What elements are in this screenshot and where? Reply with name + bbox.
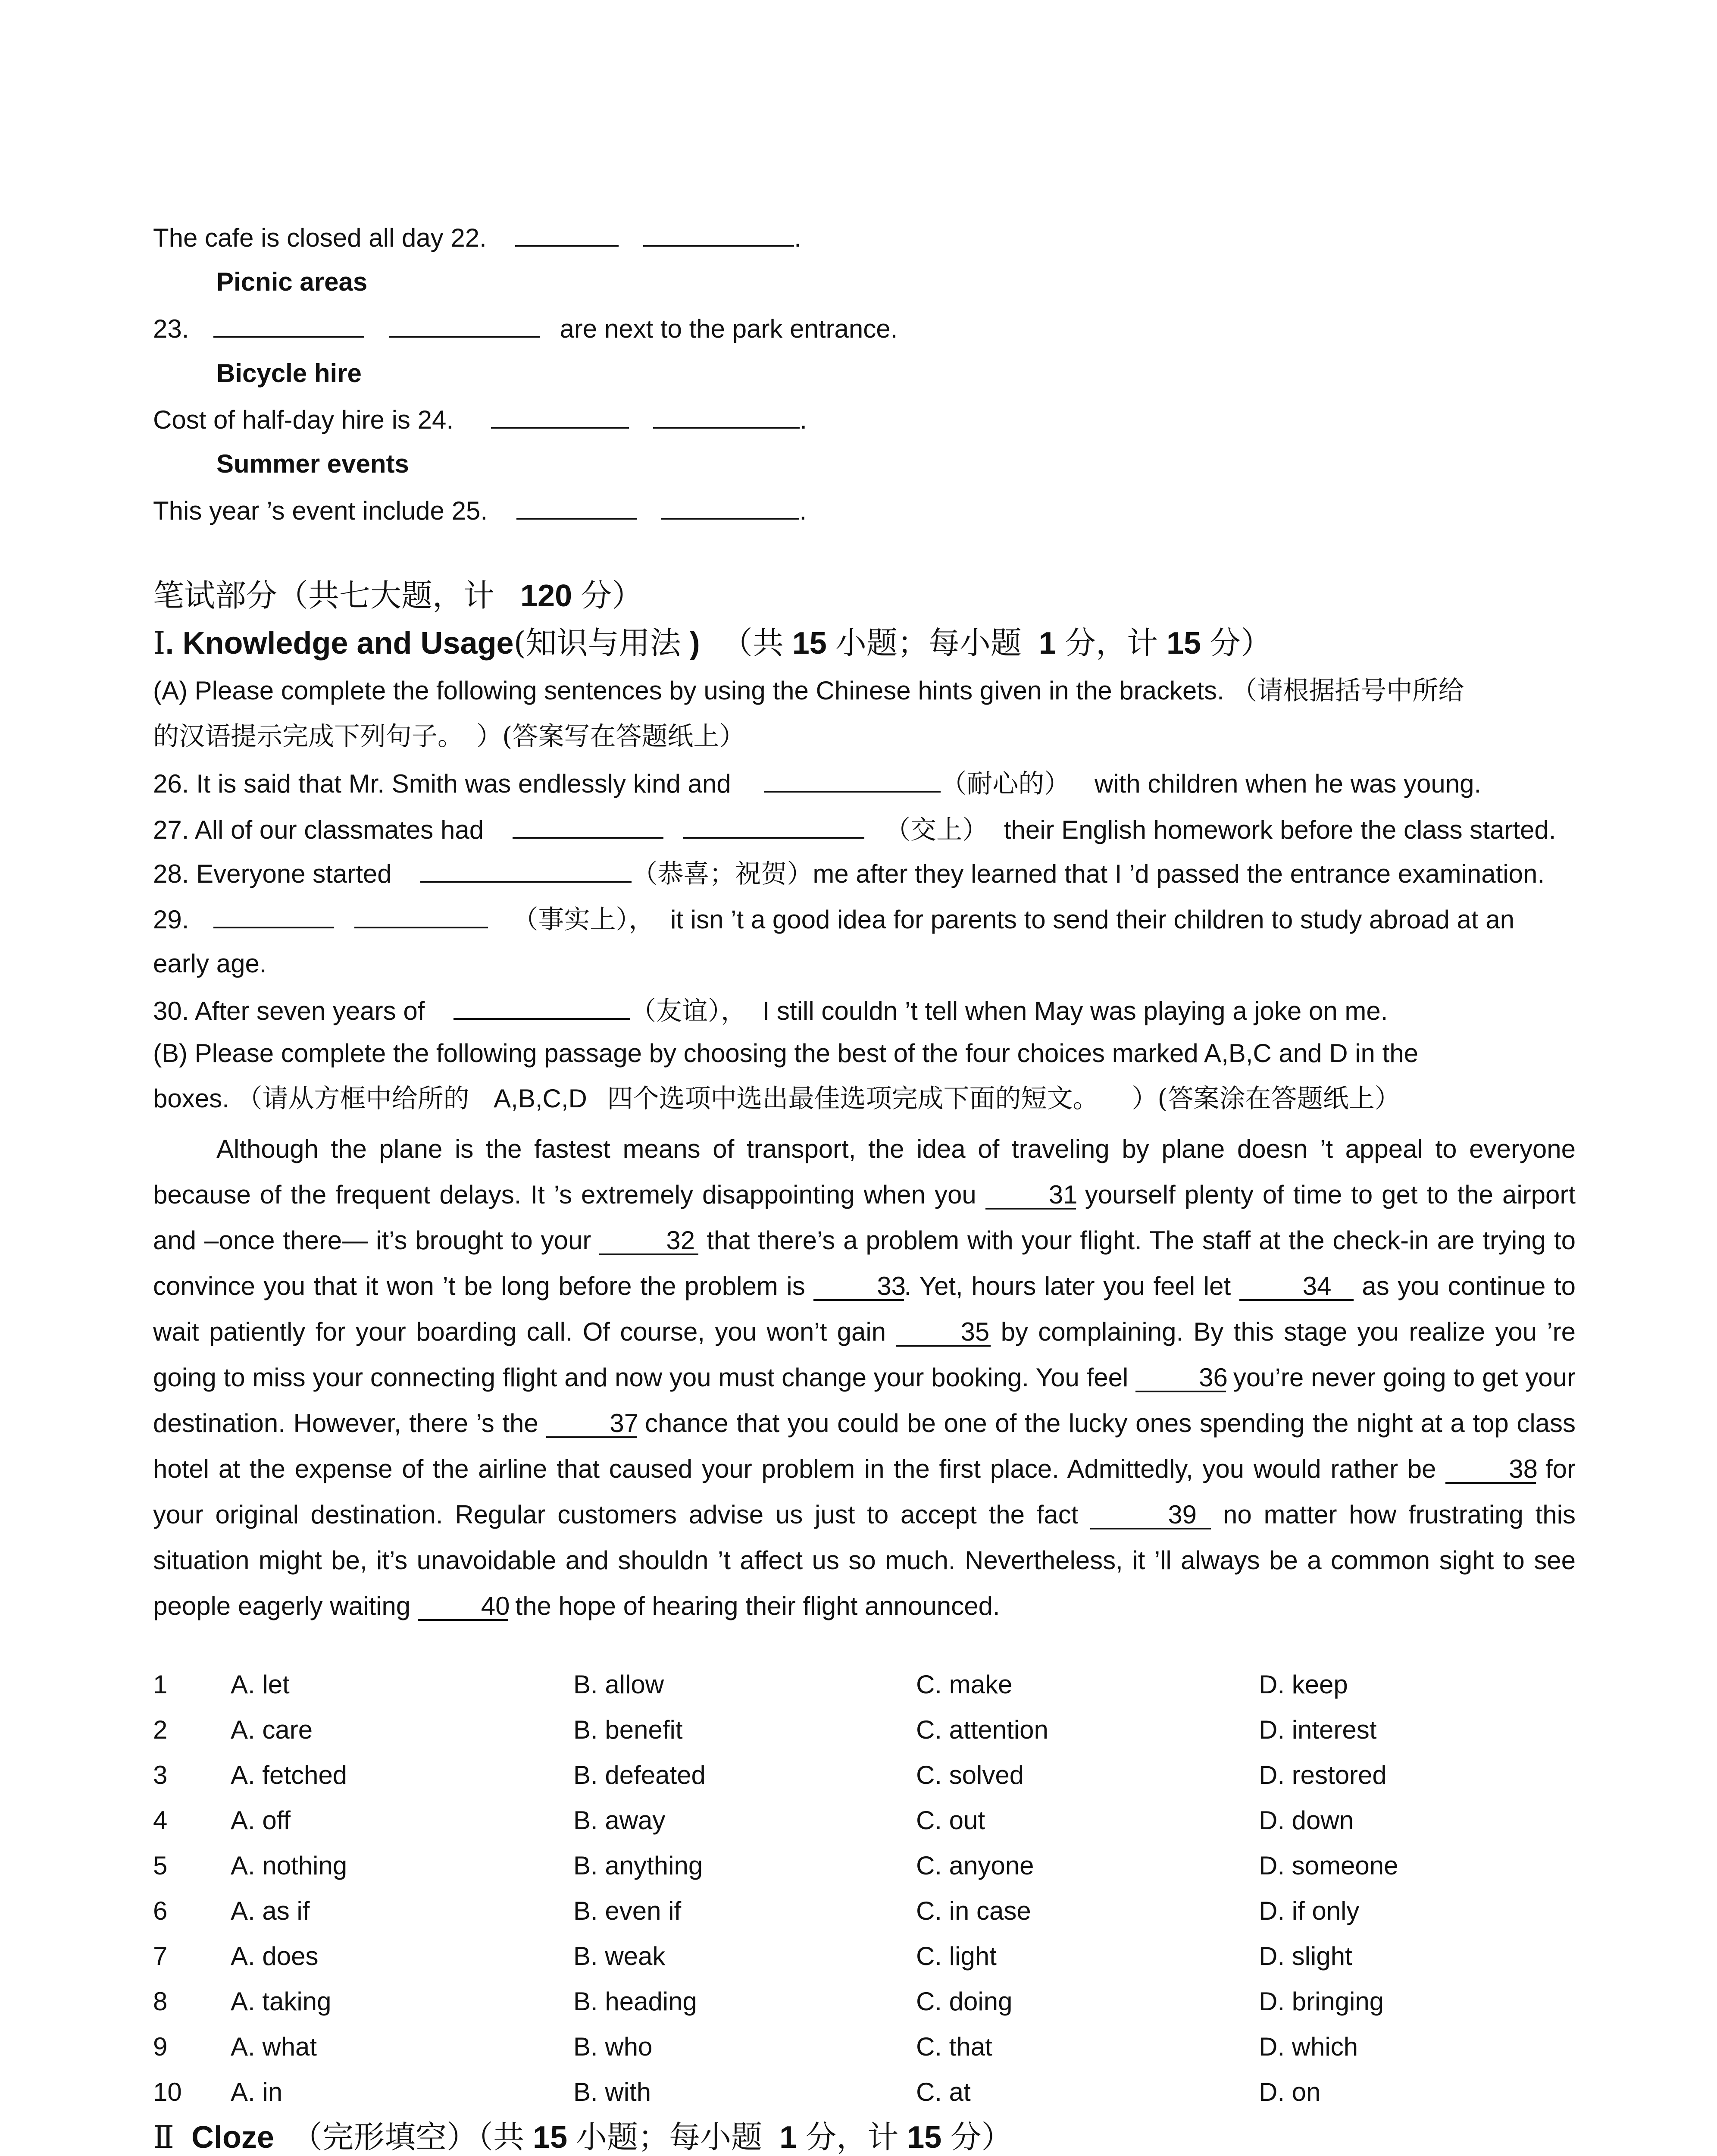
option-row: 9 A. what B. who C. that D. which (153, 2032, 1358, 2061)
blank-27b (683, 813, 864, 839)
written-part-title: 笔试部分（共七大题，计 120 分） (153, 577, 643, 614)
question-28: 28. Everyone started （恭喜；祝贺）me after they learned that I ’d passed the entrance examination. (153, 857, 1545, 890)
section-a-instructions-1: (A) Please complete the following sentences by using the Chinese hints given in the brackets. （请根据括号中所给 (153, 676, 1464, 706)
blank-34: 34 (1239, 1273, 1354, 1301)
picnic-heading: Picnic areas (216, 267, 368, 296)
section-2-heading: Ⅱ Cloze （完形填空）（共 15 小题；每小题 1 分，计 15 分） (153, 2119, 1013, 2155)
option-row: 10 A. in B. with C. at D. on (153, 2078, 1321, 2106)
blank-25b (661, 494, 799, 520)
blank-32: 32 (599, 1228, 698, 1255)
blank-38: 38 (1445, 1456, 1536, 1484)
summer-heading: Summer events (216, 449, 409, 478)
listening-line-25: This year ’s event include 25. . (153, 494, 807, 526)
blank-29a (213, 903, 334, 928)
option-row: 3 A. fetched B. defeated C. solved D. restored (153, 1761, 1387, 1789)
blank-37: 37 (546, 1410, 637, 1438)
option-row: 4 A. off B. away C. out D. down (153, 1806, 1354, 1835)
section-b-instructions-1: (B) Please complete the following passage by choosing the best of the four choices marked A,B,C and D in the (153, 1039, 1418, 1068)
blank-39: 39 (1090, 1502, 1211, 1529)
section-a-instructions-2: 的汉语提示完成下列句子。 ）(答案写在答题纸上） (153, 721, 745, 752)
blank-31: 31 (985, 1182, 1076, 1210)
blank-28 (420, 857, 632, 883)
blank-24b (653, 403, 800, 429)
listening-line-22: The cafe is closed all day 22. . (153, 221, 801, 254)
section-1-heading: Ⅰ. Knowledge and Usage(知识与用法 ) （共 15 小题；每小题 1 分，计 15 分） (153, 625, 1272, 661)
listening-line-23: 23. are next to the park entrance. (153, 312, 898, 345)
blank-40: 40 (418, 1593, 508, 1621)
question-27: 27. All of our classmates had （交上） their English homework before the class started. (153, 813, 1556, 846)
blank-23b (389, 312, 540, 338)
blank-36: 36 (1135, 1365, 1226, 1392)
listening-line-24: Cost of half-day hire is 24. . (153, 403, 807, 436)
blank-26 (764, 767, 941, 793)
blank-23a (213, 312, 364, 338)
option-row: 7 A. does B. weak C. light D. slight (153, 1942, 1352, 1971)
bicycle-heading: Bicycle hire (216, 359, 362, 388)
cloze-passage: Although the plane is the fastest means of transport, the idea of traveling by plane doesn ’t appeal to everyone because of the frequent delays. It ’s extremely disappointing when you 31 yourself plenty of time to get to the airport and –once there— it’s brought to your 32 that there’s a problem with your flight. The staff at the check-in are trying to convince you that it won ’t be long before the problem is 33. Yet, hours later you feel let 34 as you continue to wait patiently for your boarding call. Of course, you won’t gain 35 by complaining. By this stage you realize you ’re going to miss your connecting flight and now you must change your booking. You feel 36 you’re never going to get your destination. However, there ’s the 37 chance that you could be one of the lucky ones spending the night at a top class hotel at the expense of the airline that caused your problem in the first place. Admittedly, you would rather be 38 for your original destination. Regular customers advise us just to accept the fact 39 no matter how frustrating this situation might be, it’s unavoidable and shouldn ’t affect us so much. Nevertheless, it ’ll always be a common sight to see people eagerly waiting 40 the hope of hearing their flight announced. (153, 1134, 1576, 1620)
option-row: 8 A. taking B. heading C. doing D. bringing (153, 1987, 1384, 2016)
blank-29b (354, 903, 488, 928)
blank-35: 35 (896, 1319, 991, 1347)
blank-33: 33 (813, 1273, 904, 1301)
option-row: 1 A. let B. allow C. make D. keep (153, 1670, 1348, 1699)
section-b-instructions-2: boxes. （请从方框中给所的 A,B,C,D 四个选项中选出最佳选项完成下面的短文。 ）(答案涂在答题纸上） (153, 1084, 1401, 1114)
blank-22a (515, 221, 619, 247)
question-29: 29. （事实上）， it isn ’t a good idea for parents to send their children to study abroad at an (153, 903, 1514, 935)
blank-25a (516, 494, 637, 520)
blank-22b (643, 221, 794, 247)
option-row: 5 A. nothing B. anything C. anyone D. someone (153, 1851, 1398, 1880)
blank-24a (491, 403, 629, 429)
option-row: 6 A. as if B. even if C. in case D. if only (153, 1896, 1360, 1925)
question-30: 30. After seven years of （友谊）， I still couldn ’t tell when May was playing a joke on me. (153, 994, 1388, 1027)
question-29-cont: early age. (153, 949, 267, 978)
blank-27a (513, 813, 663, 839)
question-26: 26. It is said that Mr. Smith was endlessly kind and （耐心的） with children when he was young. (153, 767, 1481, 799)
option-row: 2 A. care B. benefit C. attention D. interest (153, 1715, 1377, 1744)
blank-30 (453, 994, 630, 1020)
